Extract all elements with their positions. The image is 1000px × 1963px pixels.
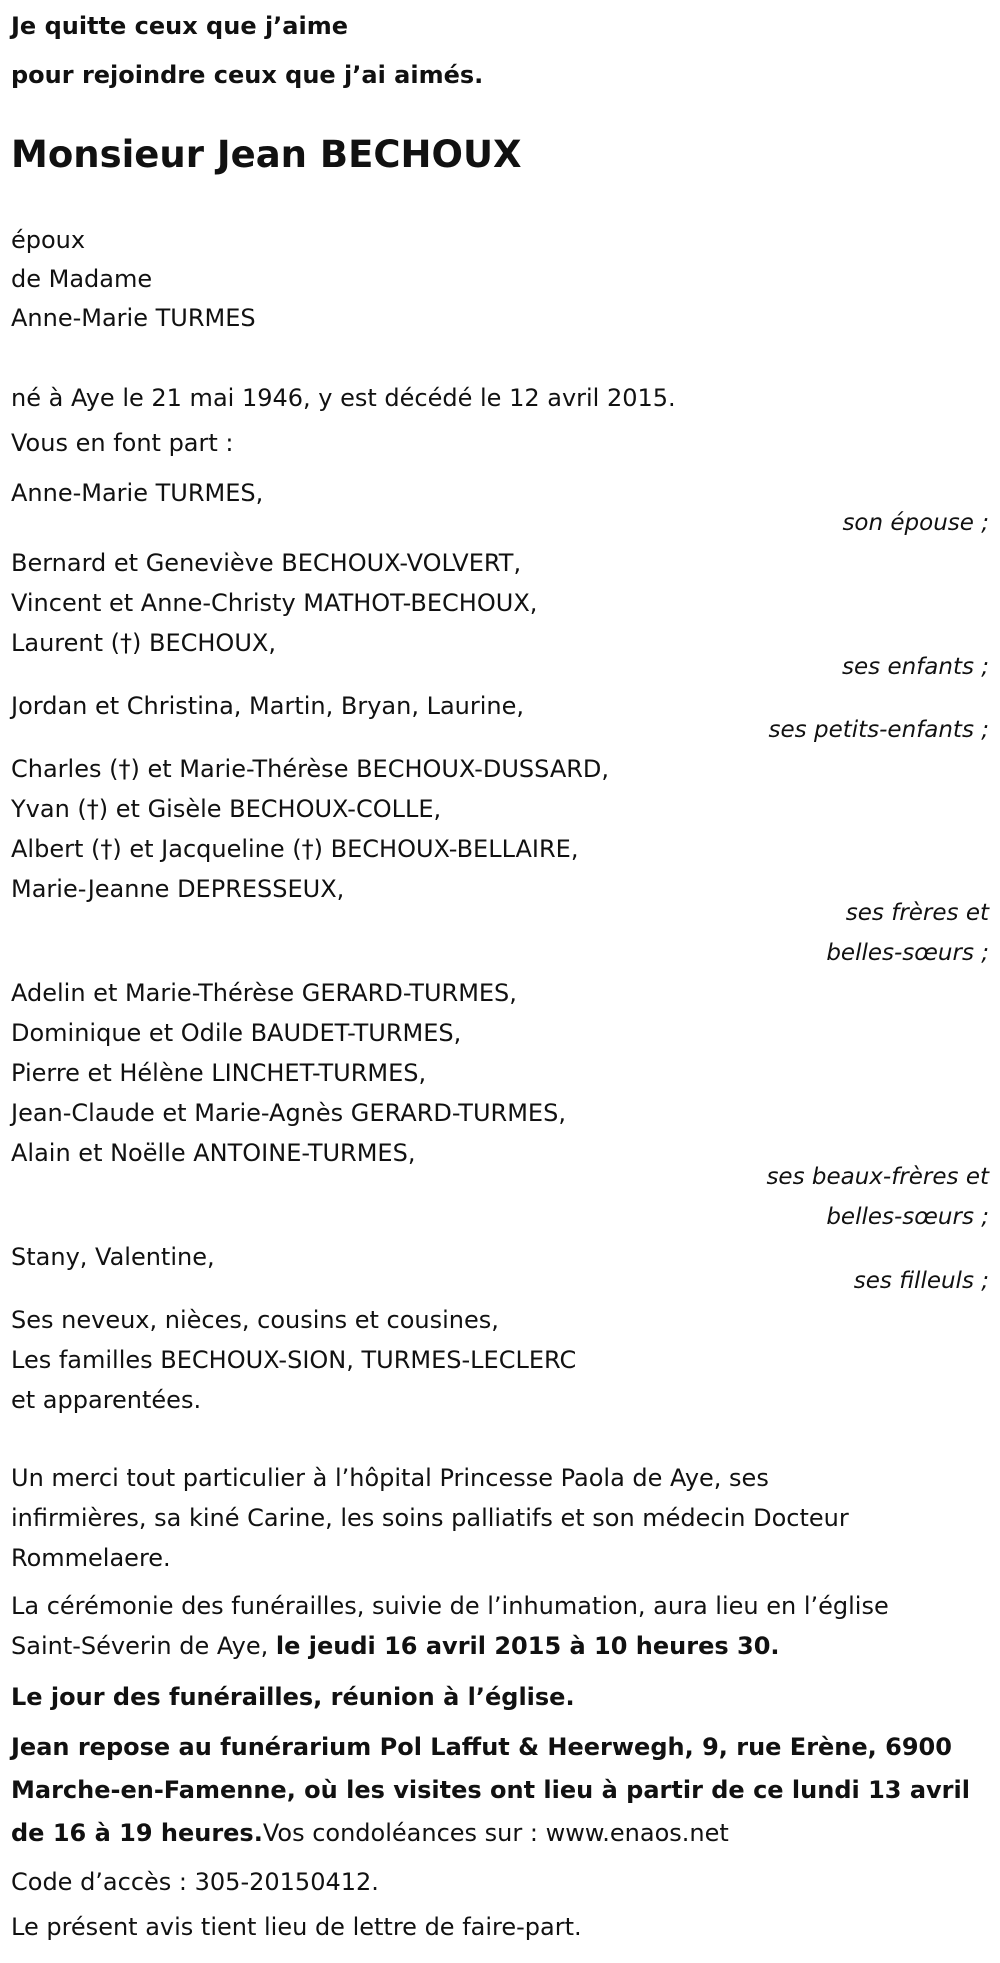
spouse-line-3: Anne-Marie TURMES [11,304,256,332]
meeting-text: Le jour des funérailles, réunion à l’église. [11,1683,575,1711]
inlaw-line: Dominique et Odile BAUDET-TURMES, [11,1019,462,1047]
sibling-line: Albert (†) et Jacqueline (†) BECHOUX-BELLAIRE, [11,835,579,863]
deceased-name: Monsieur Jean BECHOUX [11,133,522,176]
sibling-line: Marie-Jeanne DEPRESSEUX, [11,875,345,903]
others-line: Ses neveux, nièces, cousins et cousines, [11,1306,499,1334]
thanks-line: Un merci tout particulier à l’hôpital Princesse Paola de Aye, ses [11,1464,769,1492]
thanks-line: Rommelaere. [11,1544,171,1572]
grandchildren-line: Jordan et Christina, Martin, Bryan, Laurine, [11,692,525,720]
inlaw-line: Pierre et Hélène LINCHET-TURMES, [11,1059,427,1087]
funeral-home-line-2: Marche-en-Famenne, où les visites ont lieu à partir de ce lundi 13 avril [11,1776,970,1804]
closing-text: Le présent avis tient lieu de lettre de faire-part. [11,1913,582,1941]
inlaws-role-line-1: ses beaux-frères et [766,1164,989,1190]
godchildren-line: Stany, Valentine, [11,1243,215,1271]
spouse-line-2: de Madame [11,265,153,293]
ceremony-line-1: La cérémonie des funérailles, suivie de l’inhumation, aura lieu en l’église [11,1592,889,1620]
access-code-text: Code d’accès : 305-20150412. [11,1868,379,1896]
others-line: Les familles BECHOUX-SION, TURMES-LECLERC [11,1346,577,1374]
inlaw-line: Adelin et Marie-Thérèse GERARD-TURMES, [11,979,517,1007]
thanks-line: infirmières, sa kiné Carine, les soins palliatifs et son médecin Docteur [11,1504,849,1532]
child-line: Bernard et Geneviève BECHOUX-VOLVERT, [11,549,522,577]
siblings-role-line-2: belles-sœurs ; [826,940,989,966]
birth-death-text: né à Aye le 21 mai 1946, y est décédé le 12 avril 2015. [11,384,676,412]
ceremony-date: le jeudi 16 avril 2015 à 10 heures 30. [275,1632,780,1660]
family-spouse-name: Anne-Marie TURMES, [11,479,264,507]
epigraph-line-2: pour rejoindre ceux que j’ai aimés. [11,61,484,89]
children-role: ses enfants ; [842,654,989,680]
inlaws-role-line-2: belles-sœurs ; [826,1204,989,1230]
ceremony-line-2 [11,1626,780,1666]
sibling-line: Charles (†) et Marie-Thérèse BECHOUX-DUSSARD, [11,755,610,783]
funeral-home-line-3 [11,1813,729,1853]
ceremony-place: Saint-Séverin de Aye, [11,1632,276,1660]
others-line: et apparentées. [11,1386,202,1414]
child-line: Laurent (†) BECHOUX, [11,629,276,657]
grandchildren-role: ses petits-enfants ; [768,717,989,743]
funeral-home-line-1: Jean repose au funérarium Pol Laffut & Heerwegh, 9, rue Erène, 6900 [11,1733,952,1761]
inlaw-line: Alain et Noëlle ANTOINE-TURMES, [11,1139,416,1167]
child-line: Vincent et Anne-Christy MATHOT-BECHOUX, [11,589,538,617]
epigraph-line-1: Je quitte ceux que j’aime [11,12,349,40]
sibling-line: Yvan (†) et Gisèle BECHOUX-COLLE, [11,795,442,823]
announce-text: Vous en font part : [11,429,234,457]
inlaw-line: Jean-Claude et Marie-Agnès GERARD-TURMES, [11,1099,566,1127]
visiting-hours: de 16 à 19 heures. [11,1819,263,1847]
family-spouse-role: son épouse ; [842,510,989,536]
godchildren-role: ses filleuls ; [853,1268,989,1294]
condolences-text: Vos condoléances sur : www.enaos.net [262,1819,729,1847]
spouse-line-1: époux [11,226,86,254]
siblings-role-line-1: ses frères et [845,900,989,926]
